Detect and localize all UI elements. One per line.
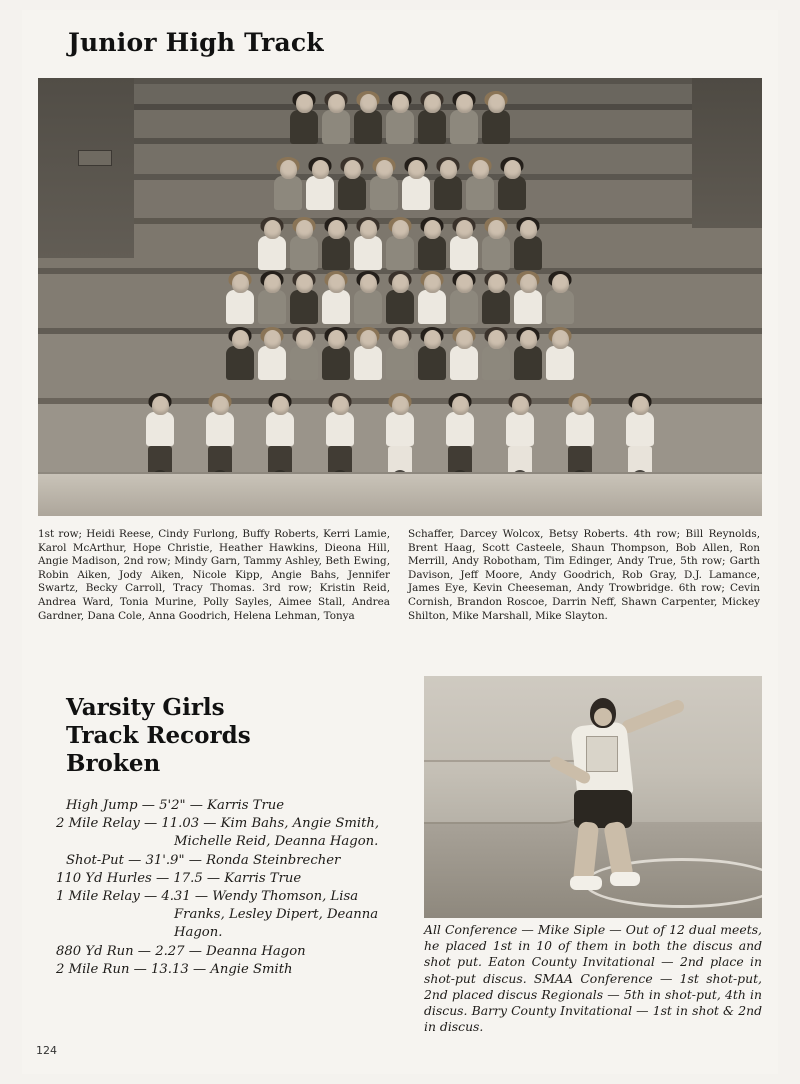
record-line: High Jump — 5'2" — Karris True bbox=[66, 798, 285, 813]
team-member bbox=[289, 94, 319, 144]
team-member bbox=[449, 94, 479, 144]
team-member bbox=[225, 274, 255, 324]
team-member bbox=[369, 160, 399, 210]
record-item bbox=[56, 943, 408, 961]
team-member bbox=[321, 94, 351, 144]
team-member bbox=[433, 160, 463, 210]
record-line: 110 Yd Hurles — 17.5 — Karris True bbox=[56, 870, 302, 886]
records-heading-line-1: Varsity Girls bbox=[66, 694, 225, 721]
athlete-face bbox=[594, 708, 612, 726]
team-member bbox=[257, 330, 287, 380]
team-member bbox=[481, 330, 511, 380]
team-member bbox=[513, 274, 543, 324]
record-item bbox=[56, 870, 408, 888]
page-number: 124 bbox=[36, 1044, 57, 1057]
team-member bbox=[513, 220, 543, 270]
team-row-5 bbox=[38, 160, 762, 210]
record-item bbox=[56, 961, 408, 979]
team-member bbox=[257, 220, 287, 270]
discus-photo-caption: All Conference — Mike Siple — Out of 12 dual meets, he placed 1st in 10 of them in both the discus and shot put. Eaton County Invitational — 2nd place in shot-put discus. SMAA Conference — 1st shot-put, 2nd placed discus Regionals — 5th in shot-put, 4th in discus. Barry County Invitational — 1st in shot & 2nd in discus. bbox=[424, 922, 762, 1035]
team-photo-caption bbox=[38, 528, 762, 623]
team-member bbox=[305, 160, 335, 210]
team-member bbox=[385, 220, 415, 270]
team-member bbox=[417, 274, 447, 324]
team-member bbox=[417, 330, 447, 380]
caption-column-left: 1st row; Heidi Reese, Cindy Furlong, Buffy Roberts, Kerri Lamie, Karol McArthur, Hope Christie, Heather Hawkins, Dieona Hill, Angie Madison, 2nd row; Mindy Garn, Tammy Ashley, Beth Ewing, Robin Aiken, Jody Aiken, Nicole Kipp, Angie Bahs, Jennifer Swartz, Becky Carroll, Tracy Thomas. 3rd row; Kristin Reid, Andrea Ward, Tonia Murine, Polly Sayles, Aimee Stall, Andrea Gardner, Dana Cole, Anna Goodrich, Helena Lehman, Tonya bbox=[38, 528, 390, 622]
page-title: Junior High Track bbox=[68, 28, 324, 57]
record-line: 2 Mile Relay — 11.03 — Kim Bahs, Angie Smith, bbox=[56, 816, 380, 832]
record-line: 1 Mile Relay — 4.31 — Wendy Thomson, Lisa bbox=[56, 889, 359, 905]
team-member bbox=[481, 94, 511, 144]
record-item bbox=[56, 888, 408, 943]
team-member bbox=[337, 160, 367, 210]
team-member bbox=[353, 94, 383, 144]
team-member bbox=[273, 160, 303, 210]
discus-thrower-photo bbox=[424, 676, 762, 918]
bench-front-edge bbox=[38, 472, 762, 516]
team-member bbox=[513, 330, 543, 380]
athlete-left-shoe bbox=[570, 876, 602, 890]
record-continuation: Michelle Reid, Deanna Hagon. bbox=[174, 834, 379, 850]
team-member bbox=[289, 220, 319, 270]
team-member bbox=[449, 274, 479, 324]
team-member bbox=[449, 220, 479, 270]
records-heading-line-3: Broken bbox=[66, 750, 161, 777]
team-row-4 bbox=[38, 220, 762, 270]
team-member bbox=[481, 274, 511, 324]
team-member bbox=[545, 274, 575, 324]
record-continuation: Franks, Lesley Dipert, Deanna Hagon. bbox=[174, 907, 379, 941]
team-row-2 bbox=[38, 330, 762, 380]
records-list bbox=[56, 797, 408, 979]
team-member bbox=[465, 160, 495, 210]
team-member bbox=[449, 330, 479, 380]
team-member bbox=[321, 330, 351, 380]
record-line: 2 Mile Run — 13.13 — Angie Smith bbox=[56, 961, 293, 977]
team-member bbox=[289, 330, 319, 380]
team-member bbox=[353, 274, 383, 324]
team-member bbox=[545, 330, 575, 380]
team-member bbox=[401, 160, 431, 210]
team-member bbox=[225, 330, 255, 380]
team-row-3 bbox=[38, 274, 762, 324]
team-member bbox=[321, 220, 351, 270]
record-line: Shot-Put — 31'.9" — Ronda Steinbrecher bbox=[66, 852, 341, 868]
team-row-6 bbox=[38, 94, 762, 144]
team-member bbox=[481, 220, 511, 270]
record-item bbox=[56, 815, 408, 851]
record-item bbox=[56, 852, 408, 870]
team-member bbox=[353, 330, 383, 380]
record-line: 880 Yd Run — 2.27 — Deanna Hagon bbox=[56, 943, 306, 959]
team-member bbox=[353, 220, 383, 270]
team-member bbox=[385, 330, 415, 380]
athlete-right-shoe bbox=[610, 872, 640, 886]
record-item bbox=[56, 797, 408, 815]
team-member bbox=[497, 160, 527, 210]
records-heading-line-2: Track Records bbox=[66, 722, 251, 749]
team-member bbox=[321, 274, 351, 324]
team-member bbox=[385, 274, 415, 324]
junior-high-track-team-photo bbox=[38, 78, 762, 516]
team-member bbox=[257, 274, 287, 324]
team-member bbox=[289, 274, 319, 324]
team-member bbox=[417, 94, 447, 144]
athlete-bib bbox=[586, 736, 618, 772]
team-member bbox=[385, 94, 415, 144]
caption-column-right: Schaffer, Darcey Wolcox, Betsy Roberts. 4th row; Bill Reynolds, Brent Haag, Scott Casteele, Shaun Thompson, Bob Allen, Ron Merrill, Andy Robotham, Tim Edinger, Andy True, 5th row; Garth Davison, Jeff Moore, Andy Goodrich, Rob Gray, D.J. Lamance, James Eye, Kevin Cheeseman, Andy Trowbridge. 6th row; Cevin Cornish, Brandon Roscoe, Darrin Neff, Shawn Carpenter, Mickey Shilton, Mike Marshall, Mike Slayton. bbox=[408, 528, 760, 622]
team-member bbox=[417, 220, 447, 270]
records-heading bbox=[66, 694, 386, 778]
